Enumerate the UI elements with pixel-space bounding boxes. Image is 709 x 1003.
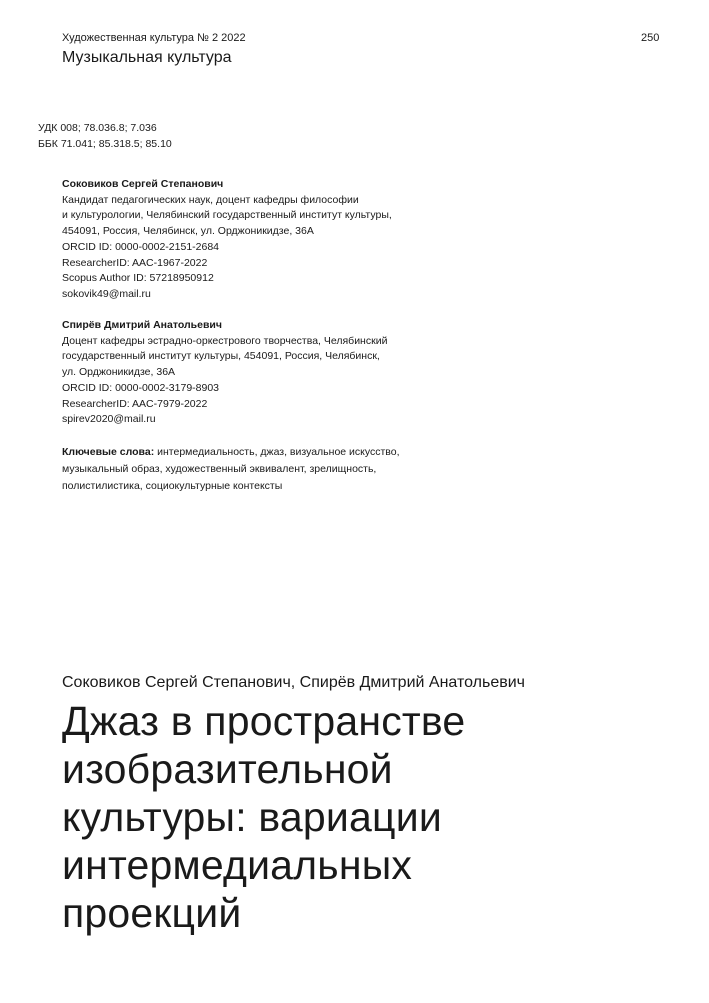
bbk-code: ББК 71.041; 85.318.5; 85.10 bbox=[38, 138, 172, 150]
article-title bbox=[62, 697, 465, 937]
keywords bbox=[62, 444, 400, 495]
author-orcid: ORCID ID: 0000-0002-2151-2684 bbox=[62, 240, 220, 253]
classification-codes bbox=[38, 120, 172, 152]
author-researcher-id: ResearcherID: AAC-1967-2022 bbox=[62, 256, 208, 269]
title-line: Джаз в пространстве bbox=[62, 698, 466, 744]
author-affiliation-line: государственный институт культуры, 454091, Россия, Челябинск, bbox=[62, 350, 380, 363]
author-info-2 bbox=[62, 318, 387, 428]
author-affiliation-line: ул. Орджоникидзе, 36А bbox=[62, 366, 176, 379]
author-scopus-id: Scopus Author ID: 57218950912 bbox=[62, 272, 214, 285]
author-affiliation-line: и культурологии, Челябинский государственный институт культуры, bbox=[62, 209, 392, 222]
section-title: Музыкальная культура bbox=[62, 49, 232, 66]
keywords-text: музыкальный образ, художественный эквивалент, зрелищность, bbox=[62, 463, 377, 475]
title-line: проекций bbox=[62, 890, 242, 936]
keywords-text: полистилистика, социокультурные контексты bbox=[62, 480, 283, 492]
author-info-1 bbox=[62, 177, 392, 303]
author-name: Соковиков Сергей Степанович bbox=[62, 178, 224, 190]
title-line: культуры: вариации bbox=[62, 794, 442, 840]
keywords-text: интермедиальность, джаз, визуальное искусство, bbox=[154, 446, 400, 458]
title-line: изобразительной bbox=[62, 746, 393, 792]
author-affiliation-line: Доцент кафедры эстрадно-оркестрового творчества, Челябинский bbox=[62, 334, 388, 347]
author-affiliation-line: Кандидат педагогических наук, доцент кафедры философии bbox=[62, 193, 359, 206]
author-orcid: ORCID ID: 0000-0002-3179-8903 bbox=[62, 381, 220, 394]
udk-code: УДК 008; 78.036.8; 7.036 bbox=[38, 122, 157, 134]
keywords-label: Ключевые слова: bbox=[62, 446, 155, 458]
author-name: Спирёв Дмитрий Анатольевич bbox=[62, 319, 222, 331]
author-email: spirev2020@mail.ru bbox=[62, 413, 156, 426]
journal-title: Художественная культура № 2 2022 bbox=[62, 32, 246, 44]
article-byline: Соковиков Сергей Степанович, Спирёв Дмитрий Анатольевич bbox=[62, 674, 525, 691]
page-number: 250 bbox=[641, 32, 660, 44]
title-line: интермедиальных bbox=[62, 842, 413, 888]
author-email: sokovik49@mail.ru bbox=[62, 287, 151, 300]
author-affiliation-line: 454091, Россия, Челябинск, ул. Орджоникидзе, 36А bbox=[62, 225, 314, 238]
author-researcher-id: ResearcherID: AAC-7979-2022 bbox=[62, 397, 208, 410]
